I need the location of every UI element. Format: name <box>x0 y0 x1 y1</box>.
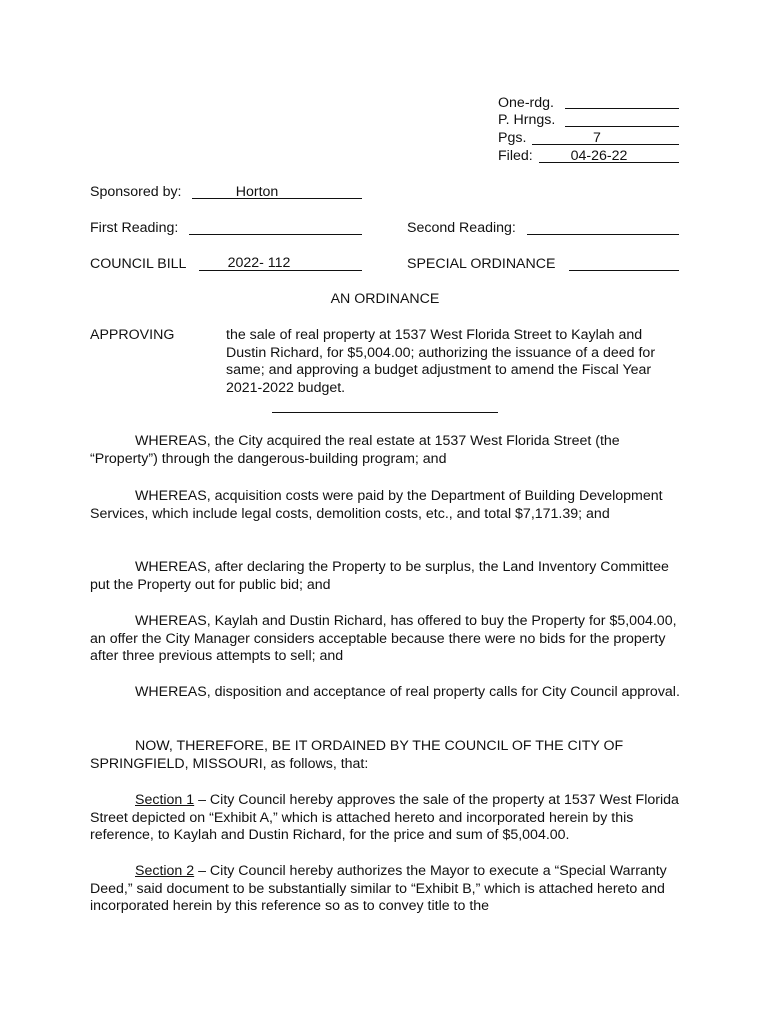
filed-value: 04-26-22 <box>570 148 628 164</box>
second-reading-label: Second Reading: <box>407 220 516 236</box>
section-1-paragraph <box>90 792 690 845</box>
special-ordinance-label: SPECIAL ORDINANCE <box>407 256 556 272</box>
one-rdg-label: One-rdg. <box>498 95 554 111</box>
first-reading-label: First Reading: <box>90 220 179 236</box>
whereas-paragraph-2: WHEREAS, acquisition costs were paid by the Department of Building Development Services, which include legal costs, demolition costs, etc., and total $7,171.39; and <box>90 488 663 522</box>
one-rdg-line <box>565 108 679 109</box>
sponsored-by-label: Sponsored by: <box>90 184 182 200</box>
sponsored-by-value: Horton <box>235 184 279 200</box>
section-1-heading: Section 1 <box>135 792 195 808</box>
ordinance-title: AN ORDINANCE <box>330 291 440 307</box>
p-hrngs-line <box>565 126 679 127</box>
section-2-text: – City Council hereby authorizes the Mayor to execute a “Special Warranty Deed,” said document to be substantially similar to “Exhibit B,” which is attached hereto and incorporated herein by this reference so as to convey title to the <box>90 863 667 914</box>
council-bill-value: 2022- 112 <box>227 255 291 271</box>
whereas-paragraph-4: WHEREAS, Kaylah and Dustin Richard, has offered to buy the Property for $5,004.00, an offer the City Manager considers acceptable because there were no bids for the property after three previous attempts to sell; and <box>90 613 677 664</box>
ordained-paragraph: NOW, THEREFORE, BE IT ORDAINED BY THE COUNCIL OF THE CITY OF SPRINGFIELD, MISSOURI, as follows, that: <box>90 738 624 772</box>
pgs-value: 7 <box>593 130 601 146</box>
p-hrngs-label: P. Hrngs. <box>498 112 556 128</box>
section-2-paragraph <box>90 863 690 916</box>
second-reading-line <box>527 234 679 235</box>
section-2-heading: Section 2 <box>135 863 195 879</box>
whereas-paragraph-5: WHEREAS, disposition and acceptance of real property calls for City Council approval. <box>135 684 680 700</box>
pgs-label: Pgs. <box>498 130 527 146</box>
approving-label: APPROVING <box>90 327 175 343</box>
filed-label: Filed: <box>498 148 533 164</box>
approving-text: the sale of real property at 1537 West Florida Street to Kaylah and Dustin Richard, for $5,004.00; authorizing the issuance of a deed for same; and approving a budget adjustment to amend the Fiscal Year 2021-2022 budget. <box>226 327 656 396</box>
whereas-paragraph-1: WHEREAS, the City acquired the real estate at 1537 West Florida Street (the “Property”) through the dangerous-building program; and <box>90 433 620 467</box>
title-divider <box>272 412 498 413</box>
whereas-paragraph-3: WHEREAS, after declaring the Property to be surplus, the Land Inventory Committee put the Property out for public bid; and <box>90 559 669 593</box>
first-reading-line <box>189 234 362 235</box>
council-bill-label: COUNCIL BILL <box>90 256 187 272</box>
section-1-text: – City Council hereby approves the sale of the property at 1537 West Florida Street depicted on “Exhibit A,” which is attached hereto and incorporated herein by this reference, to Kaylah and Dustin Richard, for the price and sum of $5,004.00. <box>90 792 679 843</box>
special-ordinance-line <box>569 270 679 271</box>
